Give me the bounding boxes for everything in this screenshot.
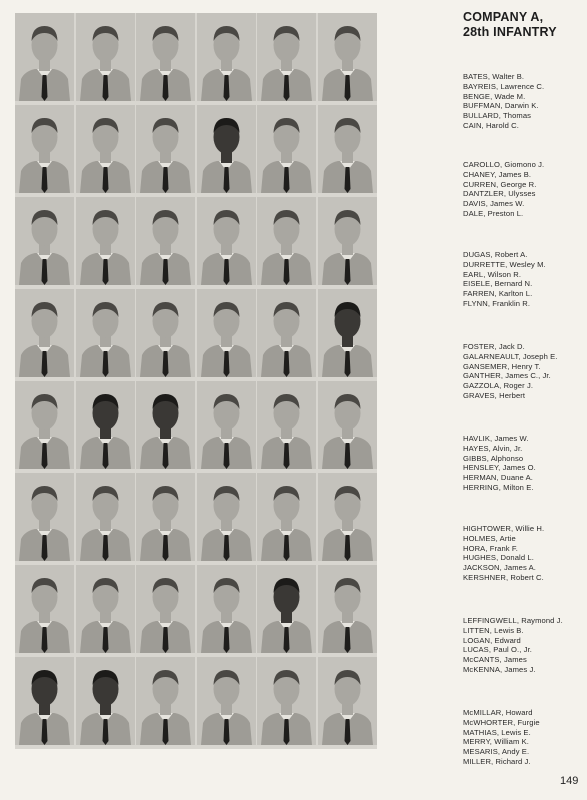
person-silhouette-icon: [136, 13, 195, 101]
soldier-name: EARL, Wilson R.: [463, 269, 522, 279]
soldier-name: HAVLIK, James W.: [463, 434, 529, 443]
person-silhouette-icon: [15, 473, 74, 561]
portrait-photo: [197, 565, 256, 653]
person-silhouette-icon: [257, 13, 316, 101]
portrait-photo: [197, 473, 256, 561]
soldier-name: BAYREIS, Lawrence C.: [463, 81, 545, 91]
portrait-photo: [15, 657, 74, 745]
name-group: [463, 616, 587, 675]
soldier-name: LEFFINGWELL, Raymond J.: [463, 616, 563, 625]
soldier-name: HENSLEY, James O.: [463, 463, 536, 473]
portrait-photo: [15, 565, 74, 653]
portrait-photo: [76, 197, 135, 285]
soldier-name: MATHIAS, Lewis E.: [463, 727, 531, 737]
person-silhouette-icon: [15, 197, 74, 285]
portrait-photo: [136, 289, 195, 377]
person-silhouette-icon: [136, 105, 195, 193]
person-silhouette-icon: [76, 105, 135, 193]
person-silhouette-icon: [136, 473, 195, 561]
soldier-name: McMILLAR, Howard: [463, 708, 533, 717]
soldier-name: McWHORTER, Furgie: [463, 717, 540, 727]
person-silhouette-icon: [76, 657, 135, 745]
soldier-name: MILLER, Richard J.: [463, 756, 531, 766]
person-silhouette-icon: [197, 657, 256, 745]
soldier-name: BENGE, Wade M.: [463, 91, 526, 101]
person-silhouette-icon: [318, 565, 377, 653]
name-group: [463, 250, 587, 309]
soldier-name: McKENNA, James J.: [463, 664, 536, 674]
person-silhouette-icon: [136, 289, 195, 377]
person-silhouette-icon: [15, 13, 74, 101]
portrait-photo: [136, 105, 195, 193]
portrait-photo: [257, 289, 316, 377]
portrait-photo: [197, 289, 256, 377]
person-silhouette-icon: [318, 105, 377, 193]
portrait-photo: [318, 565, 377, 653]
portrait-photo: [318, 289, 377, 377]
portrait-photo: [257, 197, 316, 285]
person-silhouette-icon: [318, 13, 377, 101]
portrait-photo: [136, 473, 195, 561]
person-silhouette-icon: [257, 105, 316, 193]
soldier-name: DUGAS, Robert A.: [463, 250, 528, 259]
person-silhouette-icon: [318, 289, 377, 377]
portrait-photo: [197, 657, 256, 745]
person-silhouette-icon: [15, 381, 74, 469]
soldier-name: HOLMES, Artie: [463, 533, 516, 543]
soldier-name: GALARNEAULT, Joseph E.: [463, 351, 558, 361]
soldier-name: CURREN, George R.: [463, 179, 537, 189]
person-silhouette-icon: [197, 381, 256, 469]
portrait-photo: [15, 105, 74, 193]
person-silhouette-icon: [197, 565, 256, 653]
person-silhouette-icon: [197, 105, 256, 193]
portrait-photo: [257, 657, 316, 745]
portrait-photo: [15, 197, 74, 285]
name-group: [463, 708, 587, 767]
soldier-name: GAZZOLA, Roger J.: [463, 381, 534, 391]
soldier-name: HORA, Frank F.: [463, 543, 518, 553]
portrait-photo: [136, 197, 195, 285]
person-silhouette-icon: [76, 381, 135, 469]
soldier-name: LUCAS, Paul O., Jr.: [463, 645, 533, 655]
person-silhouette-icon: [15, 657, 74, 745]
soldier-name: DANTZLER, Ulysses: [463, 189, 536, 199]
soldier-name: HERRING, Milton E.: [463, 482, 534, 492]
person-silhouette-icon: [257, 473, 316, 561]
soldier-name: HERMAN, Duane A.: [463, 473, 533, 483]
person-silhouette-icon: [257, 657, 316, 745]
person-silhouette-icon: [15, 289, 74, 377]
portrait-photo: [136, 657, 195, 745]
portrait-photo: [15, 289, 74, 377]
person-silhouette-icon: [76, 197, 135, 285]
person-silhouette-icon: [197, 197, 256, 285]
person-silhouette-icon: [257, 381, 316, 469]
portrait-photo: [76, 473, 135, 561]
soldier-name: MERRY, William K.: [463, 737, 529, 747]
portrait-photo: [257, 473, 316, 561]
name-group: [463, 434, 587, 493]
portrait-photo: [318, 473, 377, 561]
soldier-name: HUGHES, Donald L.: [463, 553, 534, 563]
portrait-photo: [76, 289, 135, 377]
person-silhouette-icon: [318, 473, 377, 561]
soldier-name: GANTHER, James C., Jr.: [463, 371, 551, 381]
soldier-name: KERSHNER, Robert C.: [463, 572, 544, 582]
soldier-name: BUFFMAN, Darwin K.: [463, 101, 539, 111]
soldier-name: FARREN, Karlton L.: [463, 289, 533, 299]
portrait-photo: [197, 197, 256, 285]
portrait-photo: [76, 13, 135, 101]
person-silhouette-icon: [318, 197, 377, 285]
portrait-grid: [15, 13, 377, 749]
name-group: [463, 524, 587, 583]
portrait-photo: [318, 657, 377, 745]
heading-company: COMPANY A,: [463, 10, 544, 24]
portrait-photo: [15, 13, 74, 101]
soldier-name: FLYNN, Franklin R.: [463, 298, 531, 308]
portrait-photo: [15, 381, 74, 469]
soldier-name: BATES, Walter B.: [463, 72, 525, 81]
portrait-photo: [257, 13, 316, 101]
portrait-photo: [257, 105, 316, 193]
heading-unit: 28th INFANTRY: [463, 25, 557, 39]
name-group: [463, 342, 587, 401]
person-silhouette-icon: [318, 381, 377, 469]
soldier-name: GIBBS, Alphonso: [463, 453, 524, 463]
person-silhouette-icon: [136, 197, 195, 285]
person-silhouette-icon: [15, 565, 74, 653]
page-number: 149: [560, 775, 579, 787]
portrait-photo: [318, 105, 377, 193]
person-silhouette-icon: [257, 289, 316, 377]
person-silhouette-icon: [318, 657, 377, 745]
person-silhouette-icon: [197, 473, 256, 561]
portrait-photo: [76, 565, 135, 653]
soldier-name: FOSTER, Jack D.: [463, 342, 525, 351]
person-silhouette-icon: [76, 289, 135, 377]
person-silhouette-icon: [197, 13, 256, 101]
soldier-name: DURRETTE, Wesley M.: [463, 259, 546, 269]
person-silhouette-icon: [197, 289, 256, 377]
soldier-name: BULLARD, Thomas: [463, 111, 532, 121]
soldier-name: CHANEY, James B.: [463, 169, 532, 179]
portrait-photo: [76, 381, 135, 469]
person-silhouette-icon: [76, 565, 135, 653]
portrait-photo: [318, 13, 377, 101]
portrait-photo: [136, 13, 195, 101]
portrait-photo: [197, 13, 256, 101]
soldier-name: LITTEN, Lewis B.: [463, 625, 524, 635]
soldier-name: CAIN, Harold C.: [463, 120, 519, 130]
portrait-photo: [257, 565, 316, 653]
soldier-name: JACKSON, James A.: [463, 563, 537, 573]
person-silhouette-icon: [76, 13, 135, 101]
soldier-name: DALE, Preston L.: [463, 208, 524, 218]
person-silhouette-icon: [136, 657, 195, 745]
person-silhouette-icon: [136, 381, 195, 469]
soldier-name: HAYES, Alvin, Jr.: [463, 443, 523, 453]
person-silhouette-icon: [15, 105, 74, 193]
portrait-photo: [136, 381, 195, 469]
soldier-name: McCANTS, James: [463, 655, 527, 665]
soldier-name: DAVIS, James W.: [463, 199, 525, 209]
soldier-name: GRAVES, Herbert: [463, 390, 526, 400]
name-group: [463, 72, 587, 131]
person-silhouette-icon: [136, 565, 195, 653]
person-silhouette-icon: [257, 565, 316, 653]
page-heading: [463, 10, 583, 40]
person-silhouette-icon: [257, 197, 316, 285]
name-group: [463, 160, 587, 219]
portrait-photo: [318, 381, 377, 469]
portrait-photo: [318, 197, 377, 285]
soldier-name: CAROLLO, Giomono J.: [463, 160, 545, 169]
soldier-name: HIGHTOWER, Willie H.: [463, 524, 545, 533]
soldier-name: MESARIS, Andy E.: [463, 747, 530, 757]
person-silhouette-icon: [76, 473, 135, 561]
portrait-photo: [15, 473, 74, 561]
portrait-photo: [197, 105, 256, 193]
soldier-name: GANSEMER, Henry T.: [463, 361, 541, 371]
portrait-photo: [257, 381, 316, 469]
portrait-photo: [76, 657, 135, 745]
portrait-photo: [136, 565, 195, 653]
portrait-photo: [197, 381, 256, 469]
soldier-name: LOGAN, Edward: [463, 635, 521, 645]
portrait-photo: [76, 105, 135, 193]
soldier-name: EISELE, Bernard N.: [463, 279, 533, 289]
